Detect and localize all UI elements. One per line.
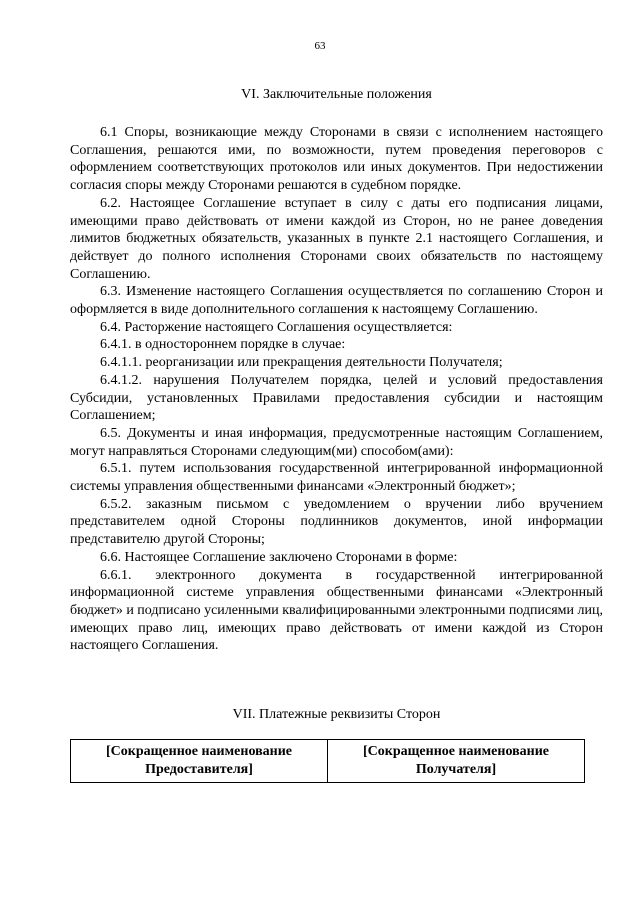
paragraph-6-4: 6.4. Расторжение настоящего Соглашения осуществляется: xyxy=(100,319,453,335)
provider-cell xyxy=(71,740,328,783)
recipient-cell xyxy=(328,740,585,783)
paragraph-6-5-2: 6.5.2. заказным письмом с уведомлением о вручении либо вручением представителем одной Стороны подлинников документов, иной информации представителю другой Стороны; xyxy=(70,496,603,548)
section-6-heading: VI. Заключительные положения xyxy=(241,87,432,102)
recipient-name-line-1: [Сокращенное наименование xyxy=(362,744,549,759)
page-number: 63 xyxy=(314,40,326,52)
requisites-table xyxy=(70,739,585,783)
table-row xyxy=(71,740,585,783)
provider-name-line-2: Предоставителя] xyxy=(145,762,253,777)
paragraph-6-1: 6.1 Споры, возникающие между Сторонами в связи с исполнением настоящего Соглашения, решаются ими, по возможности, путем проведения переговоров с оформлением соответствующих протоколов или иных документов. При недостижении согласия споры между Сторонами решаются в судебном порядке. xyxy=(70,125,603,194)
provider-name-line-1: [Сокращенное наименование xyxy=(105,744,292,759)
paragraph-6-6-1: 6.6.1. электронного документа в государственной интегрированной информационной системе управления общественными финансами «Электронный бюджет» и подписано усиленными квалифицированными электронными подписями лиц, имеющих право лиц, имеющих право действовать от имени каждой из Сторон настоящего Соглашения. xyxy=(70,567,603,654)
paragraph-6-2: 6.2. Настоящее Соглашение вступает в силу с даты его подписания лицами, имеющими право действовать от имени каждой из Сторон, но не ранее доведения лимитов бюджетных обязательств, указанных в пункте 2.1 настоящего Соглашения, и действует до полного исполнения Сторонами своих обязательств по настоящему Соглашению. xyxy=(70,195,603,282)
paragraph-6-4-1-2: 6.4.1.2. нарушения Получателем порядка, целей и условий предоставления Субсидии, установленных Правилами предоставления субсидии и настоящим Соглашением; xyxy=(70,372,603,424)
section-7-heading: VII. Платежные реквизиты Сторон xyxy=(232,707,441,722)
paragraph-6-6: 6.6. Настоящее Соглашение заключено Сторонами в форме: xyxy=(100,549,458,565)
paragraph-6-4-1: 6.4.1. в одностороннем порядке в случае: xyxy=(100,337,346,353)
section-6-body xyxy=(70,124,603,655)
paragraph-6-3: 6.3. Изменение настоящего Соглашения осуществляется по соглашению Сторон и оформляется в виде дополнительного соглашения к настоящему Соглашению. xyxy=(70,284,603,318)
paragraph-6-4-1-1: 6.4.1.1. реорганизации или прекращения деятельности Получателя; xyxy=(100,355,503,371)
paragraph-6-5: 6.5. Документы и иная информация, предусмотренные настоящим Соглашением, могут направляться Сторонами следующим(ми) способом(ами): xyxy=(70,425,603,459)
recipient-name-line-2: Получателя] xyxy=(415,762,497,777)
paragraph-6-5-1: 6.5.1. путем использования государственной интегрированной информационной системы управления общественными финансами «Электронный бюджет»; xyxy=(70,461,603,495)
